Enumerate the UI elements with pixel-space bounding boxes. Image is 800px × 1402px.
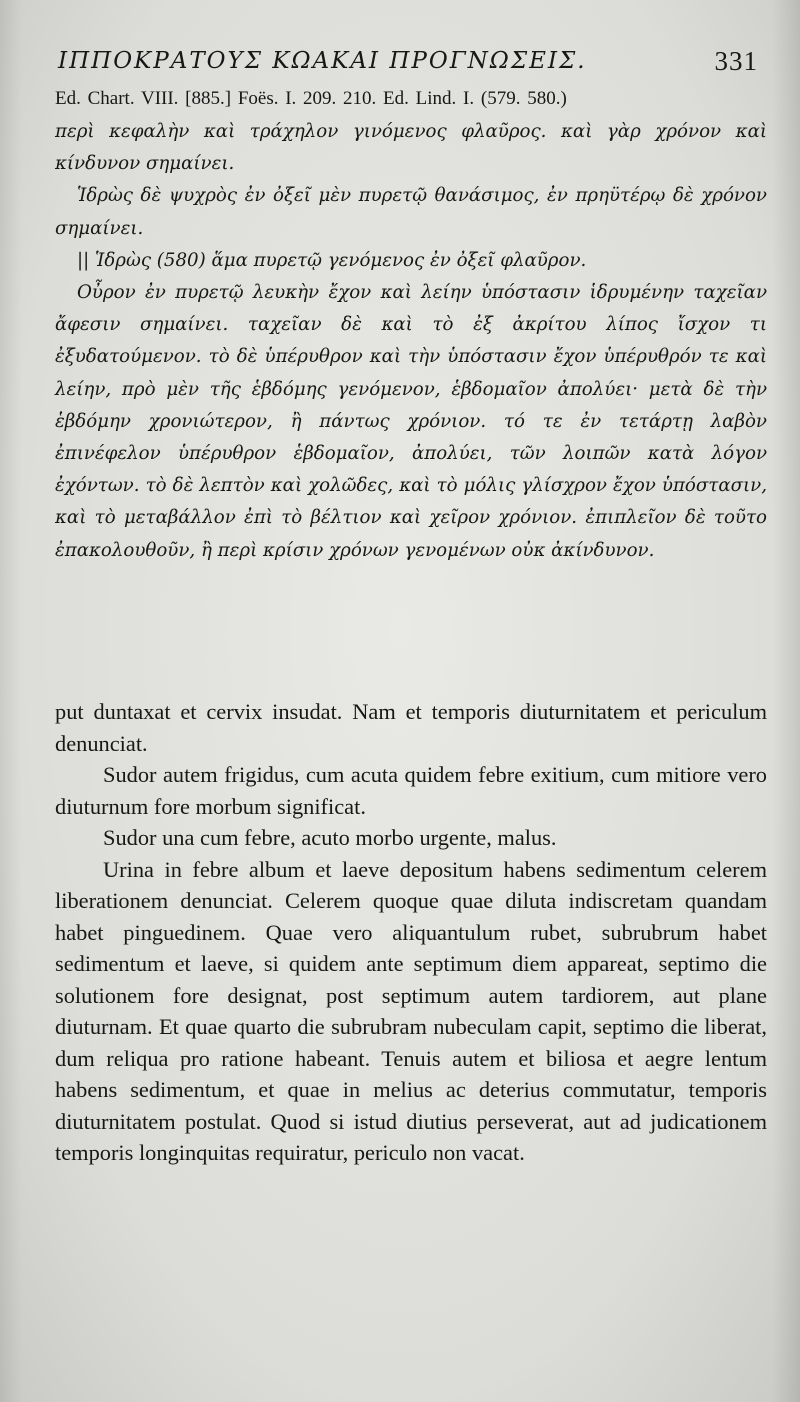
- edition-references: Ed. Chart. VIII. [885.] Foës. I. 209. 210. Ed. Lind. I. (579. 580.): [55, 88, 567, 109]
- page-number: 331: [714, 46, 758, 76]
- greek-paragraph: Ἱδρὼς δὲ ψυχρὸς ἐν ὀξεῖ μὲν πυρετῷ θανάσιμος, ἐν πρηϋτέρῳ δὲ χρόνον σημαίνει.: [55, 185, 767, 239]
- running-title: ΙΠΠΟΚΡΑΤΟΥΣ ΚΩΑΚΑΙ ΠΡΟΓΝΩΣΕΙΣ.: [58, 48, 587, 74]
- greek-paragraph: περὶ κεφαλὴν καὶ τράχηλον γινόμενος φλαῦρος. καὶ γὰρ χρόνον καὶ κίνδυνον σημαίνει.: [55, 121, 767, 175]
- greek-paragraph: || Ἱδρὼς (580) ἅμα πυρετῷ γενόμενος ἐν ὀξεῖ φλαῦρον.: [77, 249, 587, 271]
- latin-text-block: [55, 696, 767, 1169]
- page-header: [58, 44, 758, 84]
- binding-shadow: [772, 0, 800, 1402]
- greek-paragraph: Οὖρον ἐν πυρετῷ λευκὴν ἔχον καὶ λείην ὑπόστασιν ἱδρυμένην ταχεῖαν ἄφεσιν σημαίνει. ταχεῖαν δὲ καὶ τὸ ἐξ ἀκρίτου λίπος ἴσχον τι ἐξυδατούμενον. τὸ δὲ ὑπέρυθρον καὶ τὴν ὑπόστασιν ἔχον ὑπέρυθρόν τε καὶ λείην, πρὸ μὲν τῆς ἑβδόμης γενόμενον, ἑβδομαῖον ἀπολύει· μετὰ δὲ τὴν ἑβδόμην χρονιώτερον, ἢ πάντως χρόνιον. τό τε ἐν τετάρτῃ λαβὸν ἐπινέφελον ὑπέρυθρον ἑβδομαῖον, ἀπολύει, τῶν λοιπῶν κατὰ λόγον ἐχόντων. τὸ δὲ λεπτὸν καὶ χολῶδες, καὶ τὸ μόλις γλίσχρον ἔχον ὑπόστασιν, καὶ τὸ μεταβάλλον ἐπὶ τὸ βέλτιον καὶ χεῖρον χρόνιον. ἐπιπλεῖον δὲ τοῦτο ἐπακολουθοῦν, ἢ περὶ κρίσιν χρόνων γενομένων οὐκ ἀκίνδυνον.: [55, 282, 767, 561]
- latin-paragraph: Urina in febre album et laeve depositum habens sedimentum celerem liberationem denunciat. Celerem quoque quae diluta indiscretam quandam habet pinguedinem. Quae vero aliquantulum rubet, subrubrum habet sedimentum et laeve, si quidem ante septimum diem appareat, septimo die solutionem fore designat, post septimum autem tardiorem, aut plane diuturnam. Et quae quarto die subrubram nubeculam capit, septimo die liberat, dum reliqua pro ratione habeant. Tenuis autem et biliosa et aegre lentum habens sedimentum, et quae in melius ac deterius commutatur, temporis diuturnitatem postulat. Quod si istud diutius perseverat, aut ad judicationem temporis longinquitas requiratur, periculo non vacat.: [55, 856, 767, 1165]
- latin-paragraph: Sudor una cum febre, acuto morbo urgente, malus.: [103, 825, 557, 850]
- page-edge-shadow: [0, 0, 22, 1402]
- greek-text-block: [55, 116, 767, 567]
- latin-paragraph: put duntaxat et cervix insudat. Nam et temporis diuturnitatem et periculum denunciat.: [55, 699, 767, 756]
- latin-paragraph: Sudor autem frigidus, cum acuta quidem febre exitium, cum mitiore vero diuturnum fore morbum significat.: [55, 762, 767, 819]
